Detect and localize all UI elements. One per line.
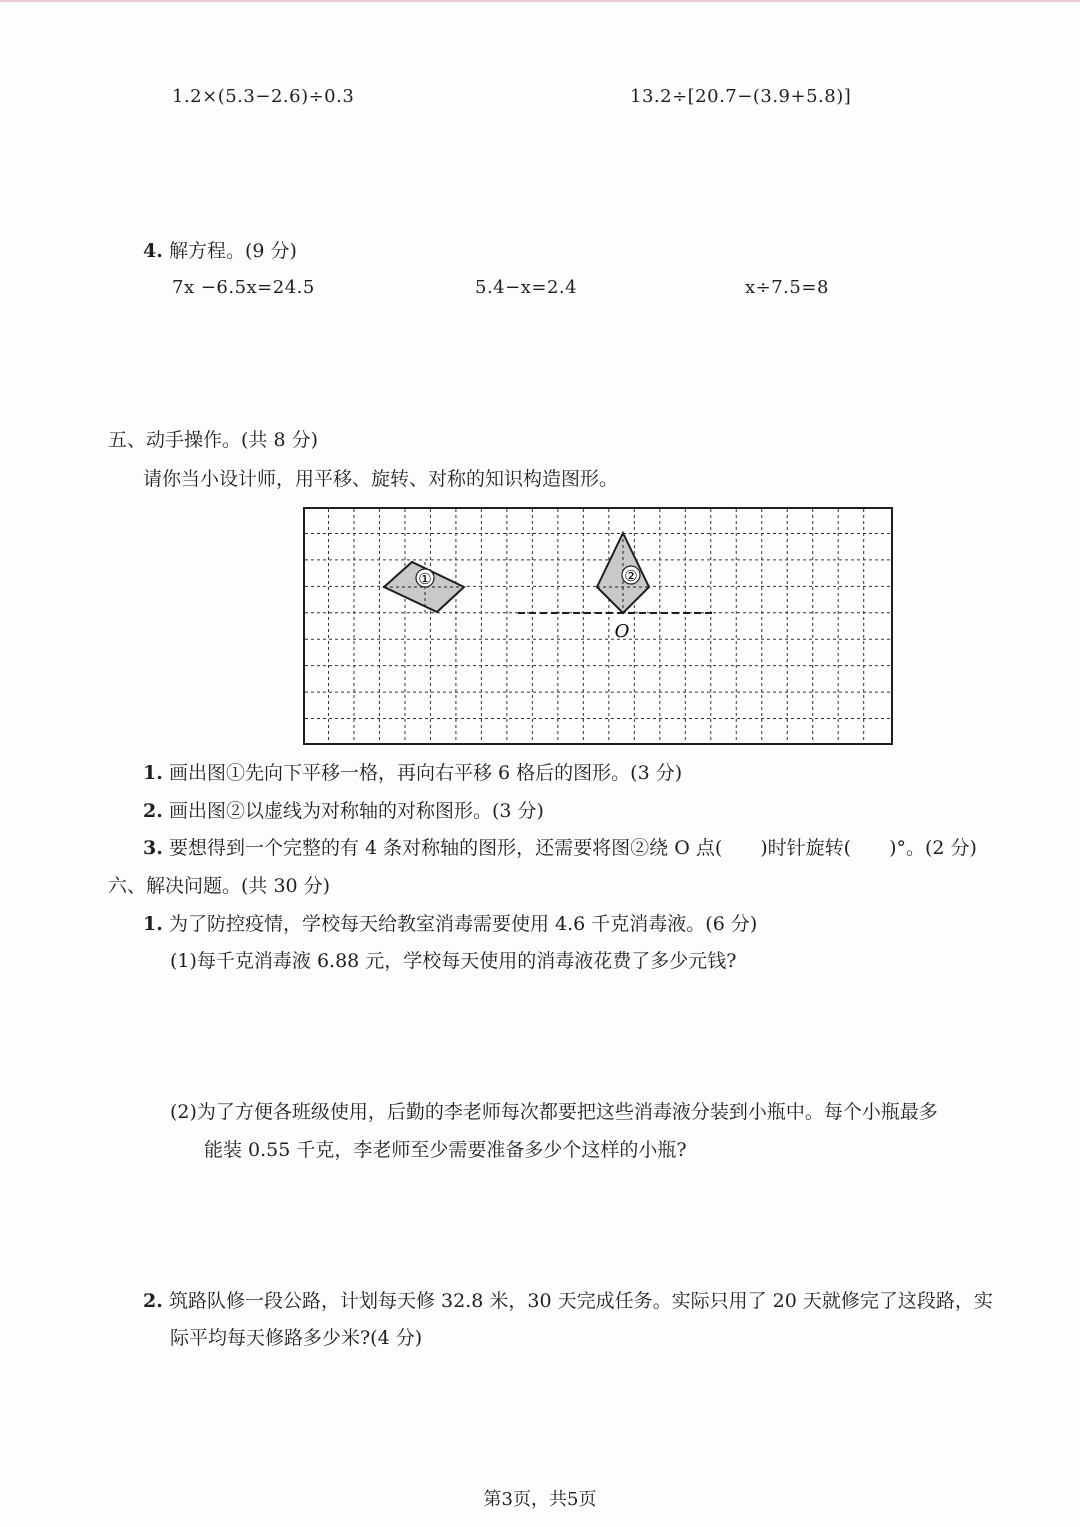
problem-2-line-1 <box>143 1288 993 1314</box>
question-3-number: 3. <box>143 837 163 859</box>
shape-1-label: ① <box>418 570 432 588</box>
question-2-text: 画出图②以虚线为对称轴的对称图形。(3 分) <box>169 800 544 822</box>
equation-1: 7x −6.5x=24.5 <box>172 277 315 298</box>
equations-title-number: 4. <box>143 240 163 262</box>
grid-figure <box>303 507 893 745</box>
grid-border <box>304 508 892 744</box>
problem-2-number: 2. <box>143 1290 163 1312</box>
problem-1-text: 为了防控疫情，学校每天给教室消毒需要使用 4.6 千克消毒液。(6 分) <box>169 913 758 935</box>
top-border <box>0 0 1080 2</box>
expression-left: 1.2×(5.3−2.6)÷0.3 <box>172 86 355 107</box>
question-1-number: 1. <box>143 762 163 784</box>
question-2-number: 2. <box>143 800 163 822</box>
problem-2-line-2: 际平均每天修路多少米?(4 分) <box>170 1327 423 1349</box>
problem-1 <box>143 911 757 937</box>
problem-1-number: 1. <box>143 913 163 935</box>
section-6-heading: 六、解决问题。(共 30 分) <box>108 875 331 897</box>
problem-2-text: 筑路队修一段公路，计划每天修 32.8 米，30 天完成任务。实际只用了 20 天就修完了这段路，实 <box>169 1290 993 1312</box>
section-5-heading: 五、动手操作。(共 8 分) <box>108 429 318 451</box>
problem-1-part-1: (1)每千克消毒液 6.88 元，学校每天使用的消毒液花费了多少元钱? <box>170 950 737 972</box>
shape-2-label: ② <box>624 567 638 585</box>
question-1-text: 画出图①先向下平移一格，再向右平移 6 格后的图形。(3 分) <box>169 762 683 784</box>
section-5-question-1 <box>143 760 682 786</box>
question-3-text: 要想得到一个完整的有 4 条对称轴的图形，还需要将图②绕 O 点( )时针旋转( )°。(2 分) <box>169 837 977 859</box>
equations-title-text: 解方程。(9 分) <box>169 240 297 262</box>
equations-title <box>143 238 297 264</box>
equation-2: 5.4−x=2.4 <box>475 277 578 298</box>
expression-right: 13.2÷[20.7−(3.9+5.8)] <box>630 86 852 107</box>
page-footer: 第3页，共5页 <box>483 1489 597 1510</box>
equation-3: x÷7.5=8 <box>745 277 829 298</box>
point-o-label: O <box>614 621 630 642</box>
grid-lines <box>305 509 891 743</box>
problem-1-part-2-line-1: (2)为了方便各班级使用，后勤的李老师每次都要把这些消毒液分装到小瓶中。每个小瓶最多 <box>170 1101 938 1123</box>
problem-1-part-2-line-2: 能装 0.55 千克，李老师至少需要准备多少个这样的小瓶? <box>204 1139 687 1161</box>
section-5-intro: 请你当小设计师，用平移、旋转、对称的知识构造图形。 <box>143 468 619 490</box>
section-5-question-2 <box>143 798 544 824</box>
section-5-question-3 <box>143 835 977 861</box>
